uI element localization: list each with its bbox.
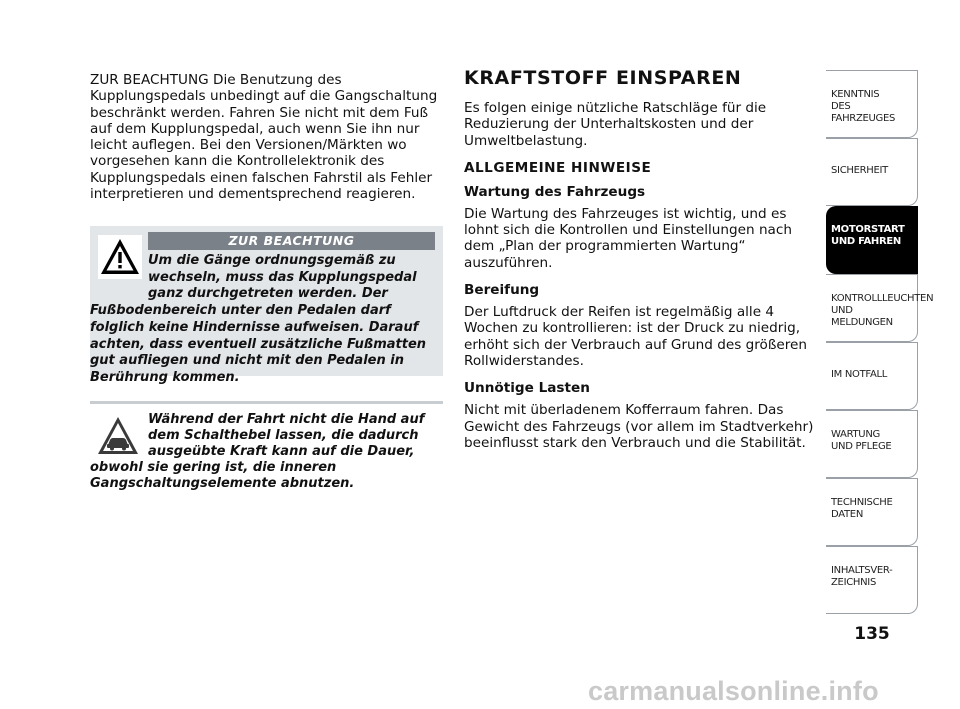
tab-inhaltsverzeichnis[interactable]: INHALTSVER- ZEICHNIS — [826, 546, 918, 614]
right-column — [464, 66, 819, 462]
warning-text-block — [90, 226, 443, 387]
watermark-text: carmanualsonline.info — [588, 676, 879, 706]
tip-text-block — [90, 412, 442, 492]
tab-sicherheit[interactable]: SICHERHEIT — [826, 138, 918, 206]
tip-text: Während der Fahrt nicht die Hand auf dem Schalthebel lassen, die dadurch ausgeübte Kraft kann auf die Dauer, obwohl sie gering ist, die inneren Gangschaltungselemente abnutzen. — [90, 412, 425, 491]
divider — [90, 401, 443, 404]
page-title: KRAFTSTOFF EINSPAREN — [464, 67, 742, 89]
block-text-maintenance: Die Wartung des Fahrzeuges ist wichtig, und es lohnt sich die Kontrollen und Einstellungen nach dem „Plan der programmierten Wartung“ auszuführen. — [464, 205, 792, 271]
tab-kenntnis[interactable]: KENNTNIS DES FAHRZEUGES — [826, 70, 918, 138]
block-text-loads: Nicht mit überladenem Kofferraum fahren. Das Gewicht des Fahrzeugs (vor allem im Stadtverkehr) beeinflusst stark den Verbrauch und die Stabilität. — [464, 402, 814, 451]
block-heading-maintenance: Wartung des Fahrzeugs — [464, 183, 646, 200]
intro-text: Es folgen einige nützliche Ratschläge für die Reduzierung der Unterhaltskosten und der Umweltbelastung. — [464, 100, 767, 149]
tip-block — [90, 412, 442, 492]
chapter-tabs — [826, 70, 934, 614]
block-text-tyres: Der Luftdruck der Reifen ist regelmäßig alle 4 Wochen zu kontrollieren: ist der Druck zu niedrig, erhöht sich der Verbrauch auf Grund des größeren Rollwiderstandes. — [464, 304, 808, 369]
warning-box — [90, 226, 443, 385]
warning-triangle-icon — [98, 235, 142, 279]
tab-technische-daten[interactable]: TECHNISCHE DATEN — [826, 478, 918, 546]
block-heading-tyres: Bereifung — [464, 282, 540, 299]
tab-wartung[interactable]: WARTUNG UND PFLEGE — [826, 410, 918, 478]
page-number: 135 — [854, 624, 890, 644]
section-heading: ALLGEMEINE HINWEISE — [464, 159, 652, 176]
tab-motorstart[interactable]: MOTORSTART UND FAHREN — [826, 206, 918, 274]
warning-header: ZUR BEACHTUNG — [148, 232, 435, 250]
left-column — [90, 72, 442, 202]
warning-text: Um die Gänge ordnungsgemäß zu wechseln, muss das Kupplungspedal ganz durchgetreten werden. Der Fußbodenbereich unter den Pedalen darf folglich keine Hindernisse aufweisen. Darauf achten, dass eventuell zusätzliche Fußmatten gut aufliegen und nicht mit den Pedalen in Berührung kommen. — [90, 253, 427, 385]
tab-kontrollleuchten[interactable]: KONTROLLLEUCHTEN UND MELDUNGEN — [826, 274, 918, 342]
block-heading-loads: Unnötige Lasten — [464, 380, 590, 397]
tab-im-notfall[interactable]: IM NOTFALL — [826, 342, 918, 410]
clutch-note: ZUR BEACHTUNG Die Benutzung des Kupplungspedals unbedingt auf die Gangschaltung beschränkt werden. Fahren Sie nicht mit dem Fuß auf dem Kupplungspedal, auch wenn Sie ihn nur leicht auflegen. Bei den Versionen/Märkten wo vorgesehen kann die Kontrollelektronik des Kupplungspedals einen falschen Fahrstil als Fehler interpretieren und dementsprechend reagieren. — [90, 72, 438, 203]
car-triangle-icon — [96, 414, 140, 458]
